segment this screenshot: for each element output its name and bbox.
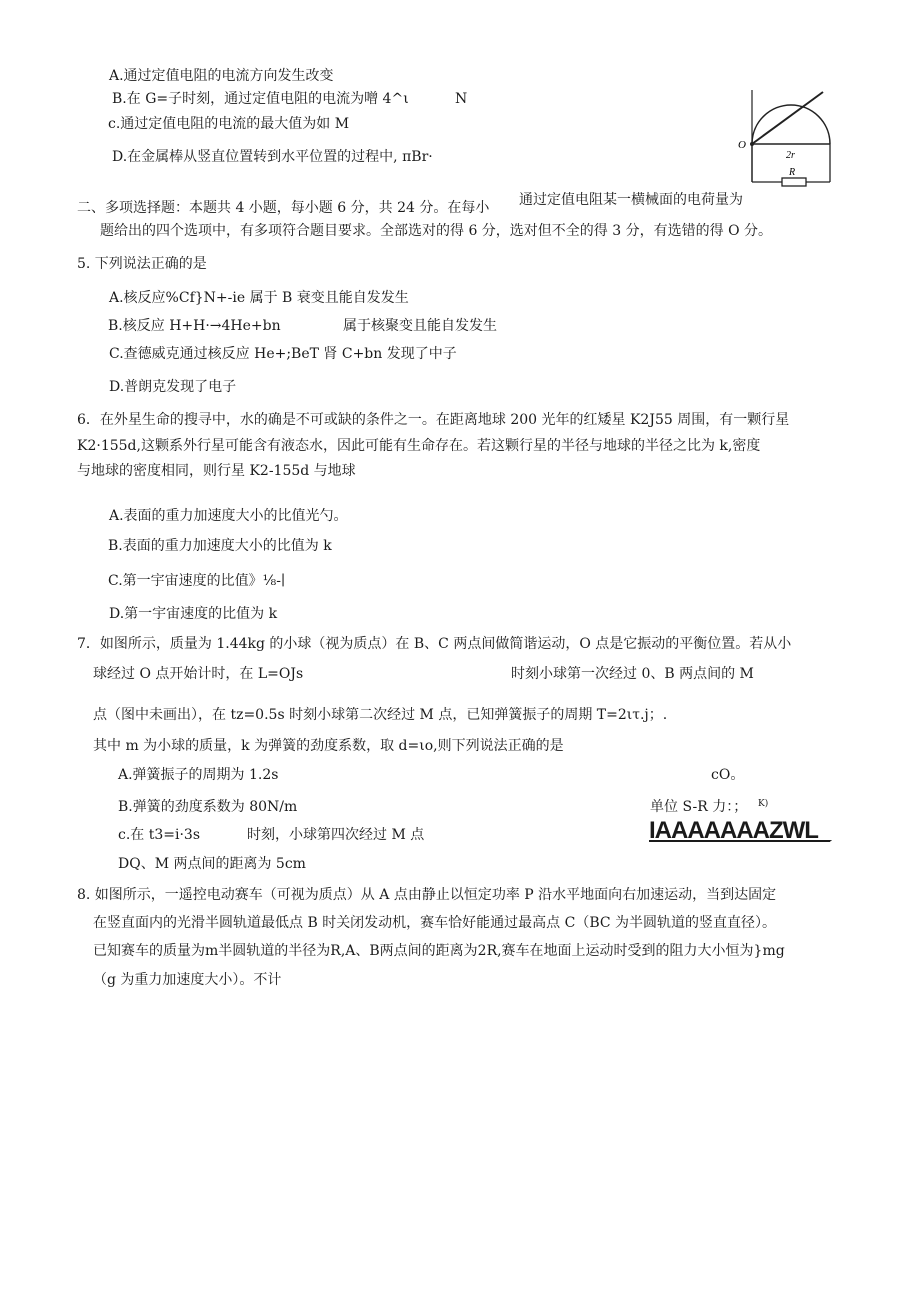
q5-option-d: D.普朗克发现了电子 (109, 379, 237, 395)
q7-option-b-right: 单位 S-R 力：； (650, 799, 748, 815)
q6-line3: 与地球的密度相同，则行星 K2-155d 与地球 (77, 463, 356, 479)
q5-option-a: A.核反应%Cf}N+-ie 属于 B 衰变且能自发发生 (109, 290, 409, 306)
q4-option-d-continuation: 通过定值电阻某一横械面的电荷量为 (519, 192, 743, 208)
q4-option-b-tail: N (455, 91, 468, 107)
q7-option-a-right: cO。 (711, 767, 745, 783)
q8-line4: （g 为重力加速度大小）。不计 (93, 972, 282, 988)
q6-option-d: D.第一宇宙速度的比值为 k (109, 606, 278, 622)
q8-line2: 在竖直面内的光滑半圆轨道最低点 B 时关闭发动机，赛车恰好能通过最高点 C（BC 为半圆轨道的竖直直径）。 (93, 915, 777, 931)
q5-stem: 5. 下列说法正确的是 (77, 256, 207, 272)
q4-option-b: B.在 G=子时刻，通过定值电阻的电流为噌 4^ι (112, 91, 409, 107)
q6-line1: 6．在外星生命的搜寻中，水的确是不可或缺的条件之一。在距离地球 200 光年的红矮星 K2J55 周围，有一颗行星 (77, 412, 790, 428)
q7-option-d: DQ、M 两点间的距离为 5cm (118, 856, 306, 872)
q7-option-c: c.在 t3=i·3s (118, 827, 201, 843)
q4-option-d: D.在金属棒从竖直位置转到水平位置的过程中, πBr· (112, 149, 433, 165)
q8-line1: 8. 如图所示，一遥控电动赛车（可视为质点）从 A 点由静止以恒定功率 P 沿水平地面向右加速运动，当到达固定 (77, 887, 777, 903)
section2-heading-continuation: 题给出的四个选项中，有多项符合题目要求。全部选对的得 6 分，选对但不全的得 3 分，有选错的得 O 分。 (100, 223, 772, 239)
q7-scale-scribble: IAAAAAAAZWL_ (649, 817, 831, 844)
q7-option-c-right: 时刻，小球第四次经过 M 点 (247, 827, 425, 843)
q6-line2: K2·155d,这颗系外行星可能含有液态水，因此可能有生命存在。若这颗行星的半径与地球的半径之比为 k,密度 (77, 438, 761, 454)
q5-option-c: C.查德威克通过核反应 He+;BeT 肾 C+bn 发现了中子 (109, 346, 457, 362)
q7-line3: 点（图中未画出），在 tz=0.5s 时刻小球第二次经过 M 点，已知弹簧振子的周期 T=2ιτ.j；. (93, 707, 668, 723)
semicircle-rod-figure (728, 86, 840, 194)
q4-option-a: A.通过定值电阻的电流方向发生改变 (109, 68, 334, 84)
figure-label-o: O (738, 139, 746, 151)
q7-line2: 球经过 O 点开始计时，在 L=OJs (93, 666, 304, 682)
figure-label-r: R (789, 167, 796, 178)
section2-heading: 二、多项选择题：本题共 4 小题，每小题 6 分，共 24 分。在每小 (77, 200, 490, 216)
q6-option-b: B.表面的重力加速度大小的比值为 k (108, 538, 332, 554)
q4-option-c: c.通过定值电阻的电流的最大值为如 M (108, 116, 350, 132)
q6-option-a: A.表面的重力加速度大小的比值光勺。 (109, 508, 348, 524)
q8-line3: 已知赛车的质量为m半圆轨道的半径为R,A、B两点间的距离为2R,赛车在地面上运动时受到的阻力大小恒为}mg (93, 943, 785, 959)
q7-option-b: B.弹簧的劲度系数为 80N/m (118, 799, 298, 815)
q7-option-a: A.弹簧振子的周期为 1.2s (118, 767, 279, 783)
q7-line1: 7．如图所示，质量为 1.44kg 的小球（视为质点）在 B、C 两点间做简谐运动，O 点是它振动的平衡位置。若从小 (77, 636, 792, 652)
q5-option-b: B.核反应 H+H·→4He+bn (108, 318, 281, 334)
q5-option-b-right: 属于核聚变且能自发发生 (343, 318, 497, 334)
q7-option-b-right-small: K) (758, 799, 769, 809)
q6-option-c: C.第一宇宙速度的比值》⅛-∣ (108, 573, 286, 589)
q7-line4: 其中 m 为小球的质量，k 为弹簧的劲度系数，取 d=ιo,则下列说法正确的是 (93, 738, 564, 754)
figure-label-2r: 2r (786, 150, 795, 161)
q7-line2-right: 时刻小球第一次经过 0、B 两点间的 M (511, 666, 754, 682)
